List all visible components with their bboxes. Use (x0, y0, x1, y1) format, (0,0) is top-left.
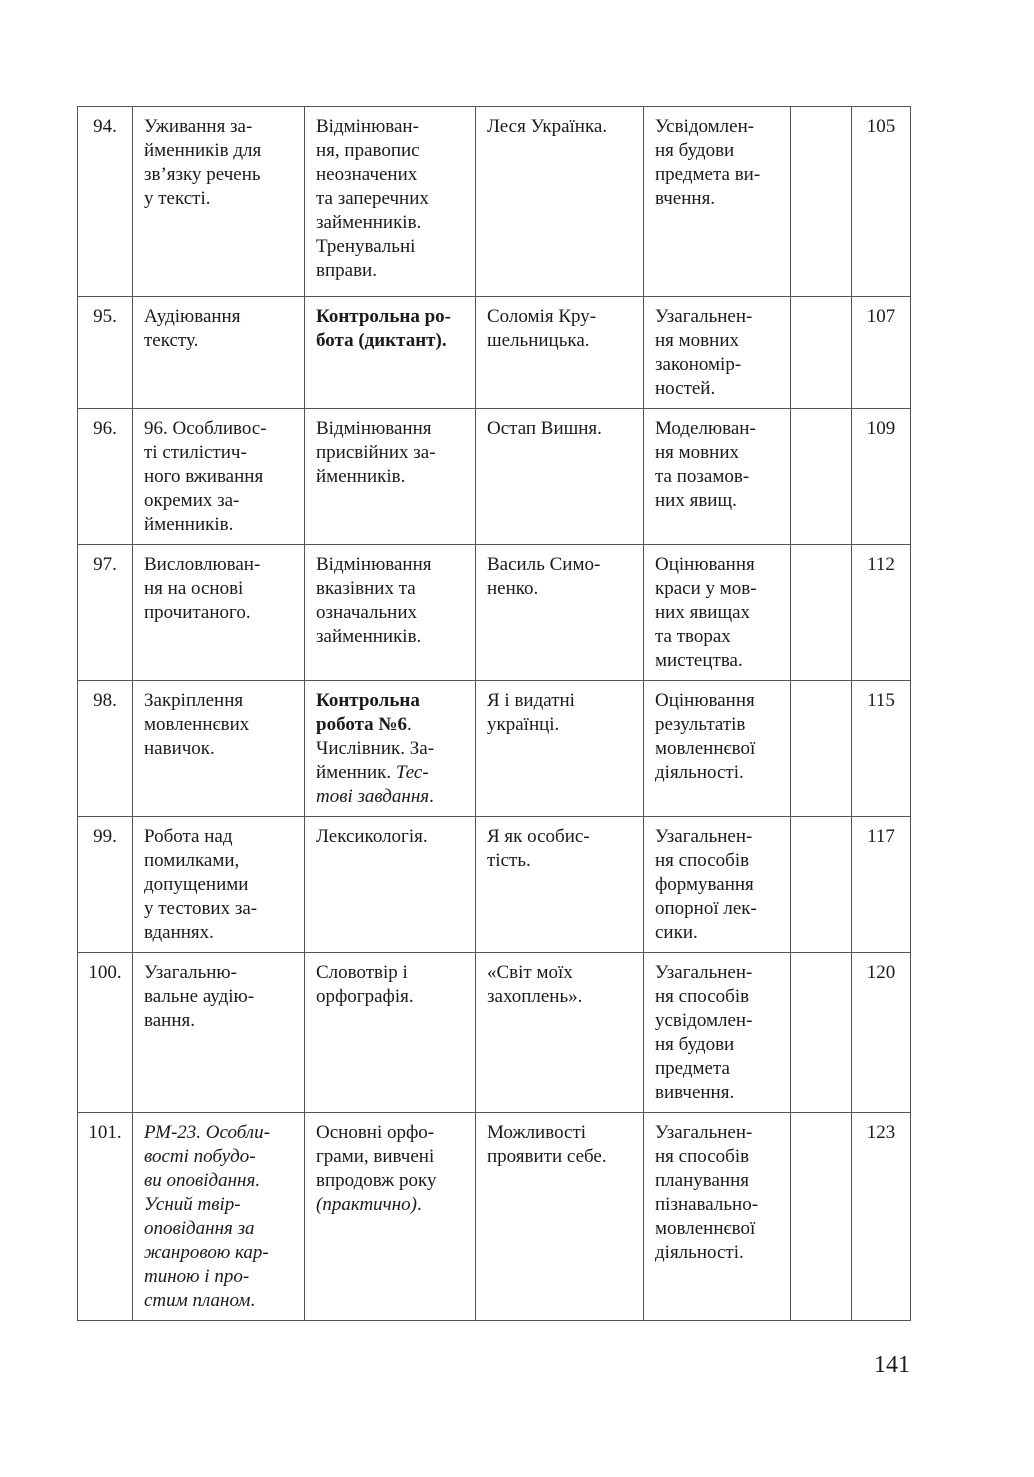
topic-end: . (250, 1290, 256, 1311)
blank-cell (791, 409, 852, 545)
skills-cell: Узагальнен- ня способів планування пізнавально- мовленнєвої діяльності. (644, 1113, 791, 1321)
grammar-topic (305, 1113, 476, 1321)
skills-cell: Моделюван- ня мовних та позамов- них явищ. (644, 409, 791, 545)
lesson-number: 99. (78, 817, 133, 953)
lesson-topic (133, 1113, 305, 1321)
grammar-topic (305, 297, 476, 409)
skills-cell: Усвідомлен- ня будови предмета ви- вчення. (644, 107, 791, 297)
blank-cell (791, 1113, 852, 1321)
blank-cell (791, 297, 852, 409)
lesson-number: 96. (78, 409, 133, 545)
grammar-text-end: . (417, 1194, 422, 1215)
lesson-topic: Аудіювання тексту. (133, 297, 305, 409)
grammar-text-end: . (429, 786, 434, 807)
lesson-number: 101. (78, 1113, 133, 1321)
skills-cell: Узагальнен- ня способів формування опорної лек- сики. (644, 817, 791, 953)
skills-cell: Узагальнен- ня способів усвідомлен- ня будови предмета вивчення. (644, 953, 791, 1113)
lesson-number: 95. (78, 297, 133, 409)
grammar-topic: Словотвір і орфографія. (305, 953, 476, 1113)
textbook-page: 117 (852, 817, 911, 953)
grammar-topic: Лексикологія. (305, 817, 476, 953)
table-row (78, 297, 911, 409)
textbook-page: 120 (852, 953, 911, 1113)
grammar-text: Основні орфо- грами, вивчені впродовж року (316, 1122, 437, 1191)
thematic-line: Я як особис- тість. (476, 817, 644, 953)
blank-cell (791, 545, 852, 681)
table-row (78, 953, 911, 1113)
skills-cell: Оцінювання краси у мов- них явищах та творах мистецтва. (644, 545, 791, 681)
thematic-line: «Світ моїх захоплень». (476, 953, 644, 1113)
lesson-topic: Робота над помилками, допущеними у тестових за- вданнях. (133, 817, 305, 953)
lesson-topic: Узагальню- вальне аудію- вання. (133, 953, 305, 1113)
blank-cell (791, 953, 852, 1113)
speech-development-topic: РМ-23. Особли- вості побудо- ви оповідання. Усний твір- оповідання за жанровою кар- тиною і про- стим планом (144, 1122, 270, 1311)
textbook-page: 107 (852, 297, 911, 409)
blank-cell (791, 107, 852, 297)
lesson-topic: Уживання за- йменників для зв’язку речень у тексті. (133, 107, 305, 297)
table-row (78, 817, 911, 953)
thematic-line: Я і видатні українці. (476, 681, 644, 817)
thematic-line: Леся Українка. (476, 107, 644, 297)
grammar-topic: Відмінювання присвійних за- йменників. (305, 409, 476, 545)
skills-cell: Узагальнен- ня мовних закономір- ностей. (644, 297, 791, 409)
grammar-topic (305, 681, 476, 817)
textbook-page: 112 (852, 545, 911, 681)
grammar-text: . Числівник. За- йменник. (316, 714, 435, 783)
practical-label: (практично) (316, 1194, 418, 1215)
lesson-topic: Закріплення мовленнєвих навичок. (133, 681, 305, 817)
lesson-number: 97. (78, 545, 133, 681)
lesson-topic: Висловлюван- ня на основі прочитаного. (133, 545, 305, 681)
lesson-number: 98. (78, 681, 133, 817)
table-row (78, 409, 911, 545)
lesson-number: 94. (78, 107, 133, 297)
table-row (78, 681, 911, 817)
blank-cell (791, 681, 852, 817)
lesson-number: 100. (78, 953, 133, 1113)
textbook-page: 109 (852, 409, 911, 545)
skills-cell: Оцінювання результатів мовленнєвої діяльності. (644, 681, 791, 817)
thematic-line: Можливості проявити себе. (476, 1113, 644, 1321)
lesson-topic: 96. Особливос- ті стилістич- ного вживання окремих за- йменників. (133, 409, 305, 545)
page-number: 141 (874, 1352, 910, 1378)
thematic-line: Василь Симо- ненко. (476, 545, 644, 681)
blank-cell (791, 817, 852, 953)
lesson-plan-table (77, 106, 911, 1321)
test-tasks-label: Тес- тові завдання (316, 762, 430, 807)
table-row (78, 545, 911, 681)
thematic-line: Остап Вишня. (476, 409, 644, 545)
textbook-page: 115 (852, 681, 911, 817)
table-row (78, 1113, 911, 1321)
thematic-line: Соломія Кру- шельницька. (476, 297, 644, 409)
textbook-page: 105 (852, 107, 911, 297)
textbook-page: 123 (852, 1113, 911, 1321)
control-work-label: Контрольна робота №6 (316, 690, 420, 735)
grammar-topic: Відмінюван- ня, правопис неозначених та заперечних займенників. Тренувальні вправи. (305, 107, 476, 297)
table-row (78, 107, 911, 297)
control-work-label: Контрольна ро- бота (диктант). (316, 306, 451, 351)
grammar-topic: Відмінювання вказівних та означальних займенників. (305, 545, 476, 681)
